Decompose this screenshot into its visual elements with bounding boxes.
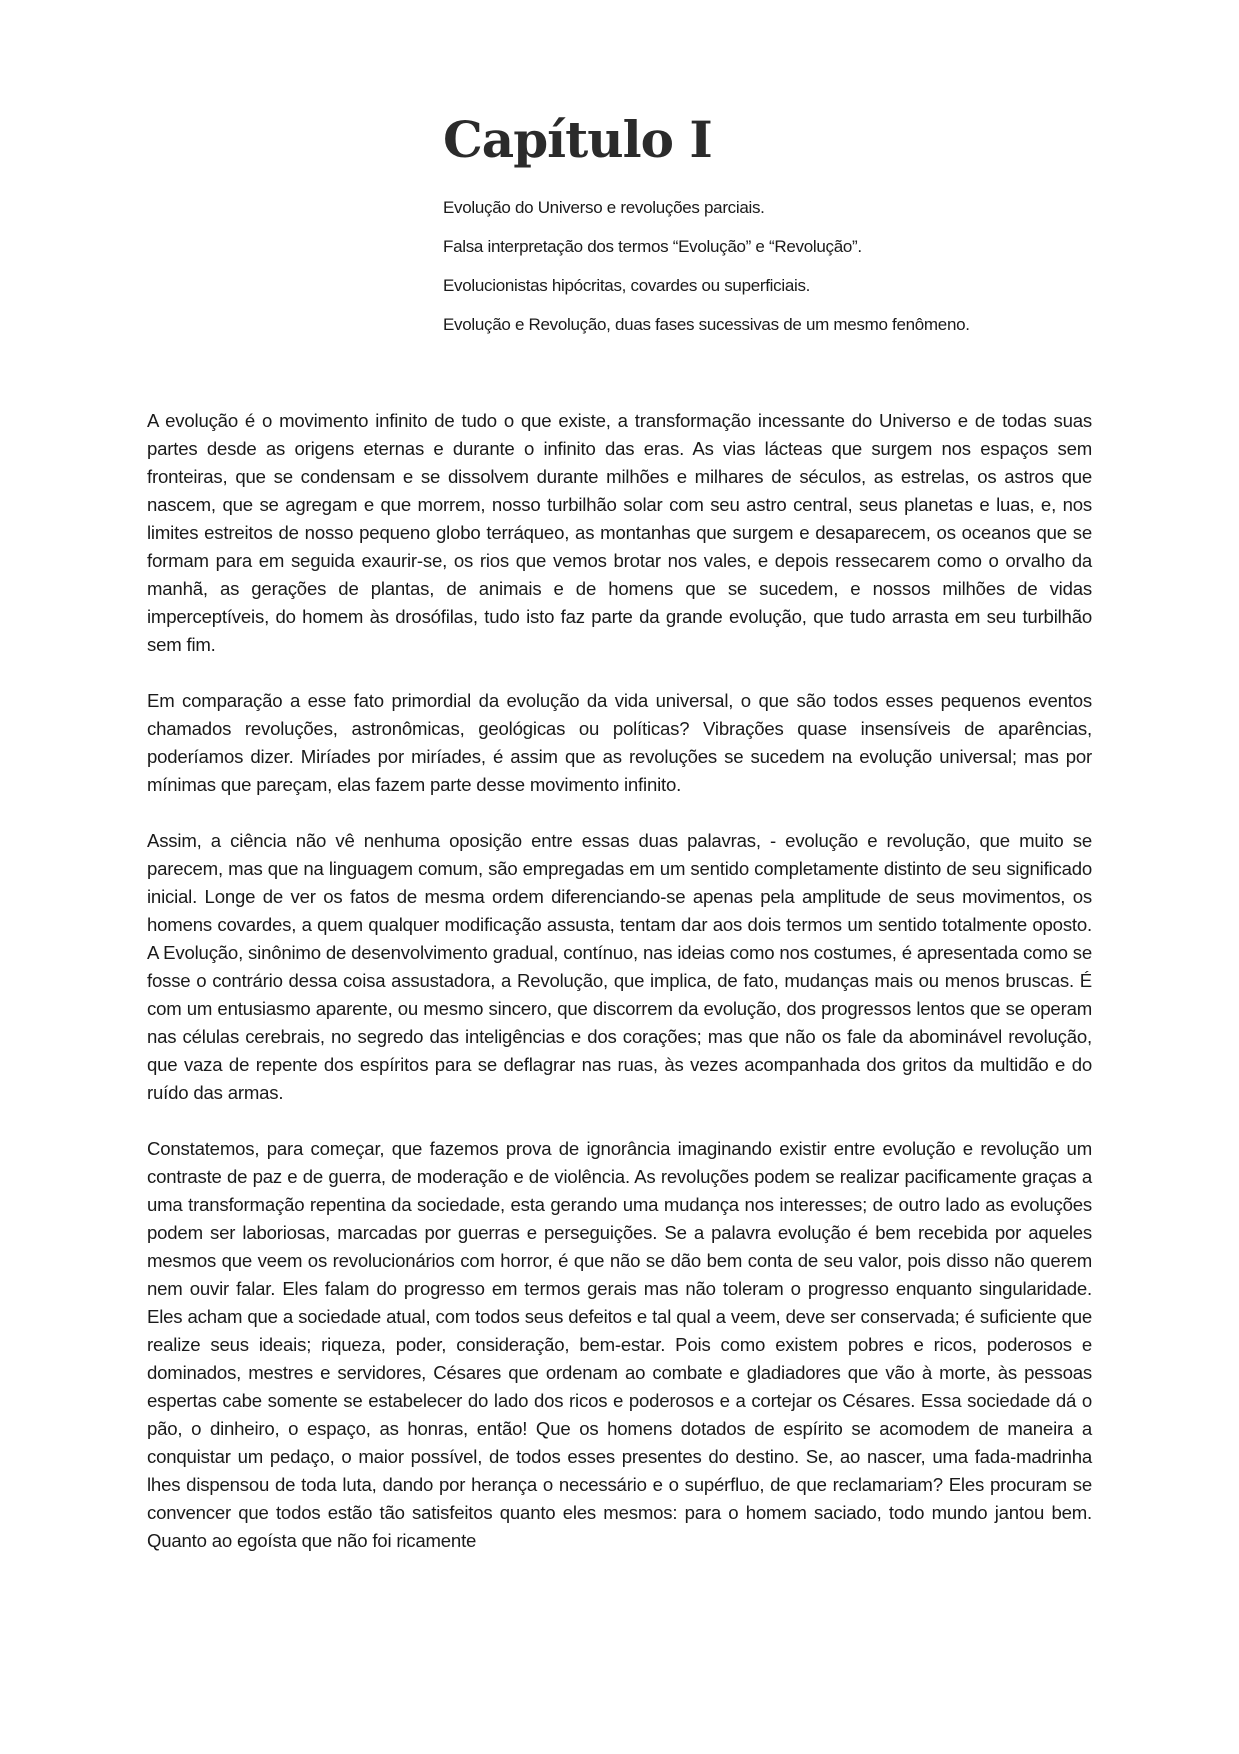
summary-item: Evolução e Revolução, duas fases sucessivas de um mesmo fenômeno. (443, 315, 970, 334)
body-paragraph: A evolução é o movimento infinito de tudo o que existe, a transformação incessante do Universo e de todas suas partes desde as origens eternas e durante o infinito das eras. As vias lácteas que surgem nos espaços sem fronteiras, que se condensam e se dissolvem durante milhões e milhares de séculos, as estrelas, os astros que nascem, que se agregam e que morrem, nosso turbilhão solar com seu astro central, seus planetas e luas, e, nos limites estreitos de nosso pequeno globo terráqueo, as montanhas que surgem e desaparecem, os oceanos que se formam para em seguida exaurir-se, os rios que vemos brotar nos vales, e depois ressecarem como o orvalho da manhã, as gerações de plantas, de animais e de homens que se sucedem, e nossos milhões de vidas imperceptíveis, do homem às drosófilas, tudo isto faz parte da grande evolução, que tudo arrasta em seu turbilhão sem fim. (147, 410, 1092, 655)
chapter-title: Capítulo I (443, 110, 712, 169)
body-text (147, 407, 1092, 1583)
chapter-summary (443, 198, 1143, 354)
body-paragraph: Em comparação a esse fato primordial da evolução da vida universal, o que são todos esses pequenos eventos chamados revoluções, astronômicas, geológicas ou políticas? Vibrações quase insensíveis de aparências, poderíamos dizer. Miríades por miríades, é assim que as revoluções se sucedem na evolução universal; mas por mínimas que pareçam, elas fazem parte desse movimento infinito. (147, 690, 1092, 795)
body-paragraph: Constatemos, para começar, que fazemos prova de ignorância imaginando existir entre evolução e revolução um contraste de paz e de guerra, de moderação e de violência. As revoluções podem se realizar pacificamente graças a uma transformação repentina da sociedade, esta gerando uma mudança nos interesses; de outro lado as evoluções podem ser laboriosas, marcadas por guerras e perseguições. Se a palavra evolução é bem recebida por aqueles mesmos que veem os revolucionários com horror, é que não se dão bem conta de seu valor, pois disso não querem nem ouvir falar. Eles falam do progresso em termos gerais mas não toleram o progresso enquanto singularidade. Eles acham que a sociedade atual, com todos seus defeitos e tal qual a veem, deve ser conservada; é suficiente que realize seus ideais; riqueza, poder, consideração, bem-estar. Pois como existem pobres e ricos, poderosos e dominados, mestres e servidores, Césares que ordenam ao combate e gladiadores que vão à morte, às pessoas espertas cabe somente se estabelecer do lado dos ricos e poderosos e a cortejar os Césares. Essa sociedade dá o pão, o dinheiro, o espaço, as honras, então! Que os homens dotados de espírito se acomodem de maneira a conquistar um pedaço, o maior possível, de todos esses presentes do destino. Se, ao nascer, uma fada-madrinha lhes dispensou de toda luta, dando por herança o necessário e o supérfluo, de que reclamariam? Eles procuram se convencer que todos estão tão satisfeitos quanto eles mesmos: para o homem saciado, todo mundo jantou bem. Quanto ao egoísta que não foi ricamente (147, 1138, 1092, 1551)
summary-item: Evolução do Universo e revoluções parciais. (443, 198, 765, 217)
summary-item: Evolucionistas hipócritas, covardes ou superficiais. (443, 276, 811, 295)
summary-item: Falsa interpretação dos termos “Evolução” e “Revolução”. (443, 237, 862, 256)
body-paragraph: Assim, a ciência não vê nenhuma oposição entre essas duas palavras, - evolução e revolução, que muito se parecem, mas que na linguagem comum, são empregadas em um sentido completamente distinto de seu significado inicial. Longe de ver os fatos de mesma ordem diferenciando-se apenas pela amplitude de seus movimentos, os homens covardes, a quem qualquer modificação assusta, tentam dar aos dois termos um sentido totalmente oposto. A Evolução, sinônimo de desenvolvimento gradual, contínuo, nas ideias como nos costumes, é apresentada como se fosse o contrário dessa coisa assustadora, a Revolução, que implica, de fato, mudanças mais ou menos bruscas. É com um entusiasmo aparente, ou mesmo sincero, que discorrem da evolução, dos progressos lentos que se operam nas células cerebrais, no segredo das inteligências e dos corações; mas que não os fale da abominável revolução, que vaza de repente dos espíritos para se deflagrar nas ruas, às vezes acompanhada dos gritos da multidão e do ruído das armas. (147, 830, 1092, 1103)
